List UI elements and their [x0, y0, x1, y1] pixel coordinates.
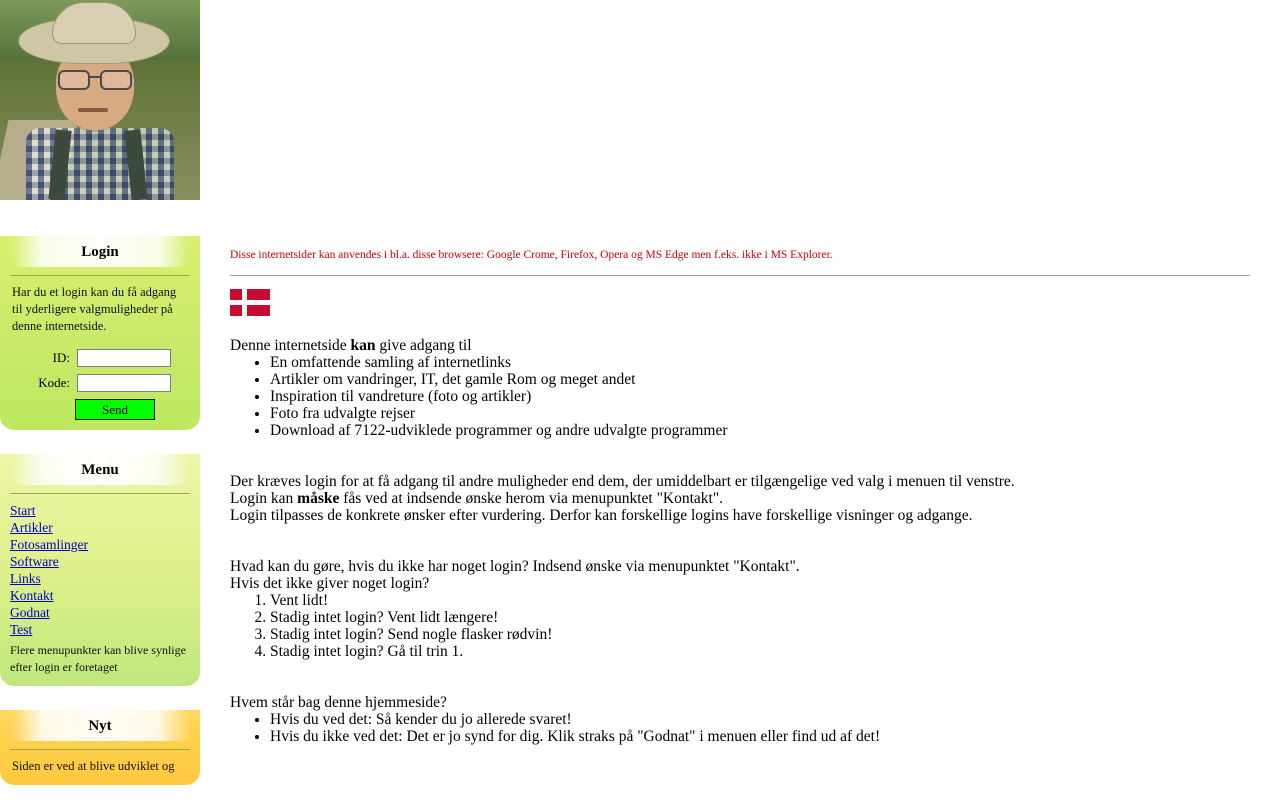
photo-glasses: [58, 70, 132, 86]
intro-bold: kan: [350, 337, 376, 354]
features-list: [230, 354, 1250, 439]
login-id-input[interactable]: [77, 349, 171, 367]
login-info-line-2-bold: måske: [297, 490, 340, 507]
who-answers-list: [230, 711, 1250, 745]
flag-cross-horizontal: [230, 300, 270, 305]
menu-panel: [0, 454, 200, 686]
list-item: • Hvis du ikke ved det: Det er jo synd for dig. Klik straks på "Godnat" i menuen eller find ud af det!: [270, 728, 1250, 745]
login-code-input[interactable]: [77, 374, 171, 392]
list-item: • En omfattende samling af internetlinks: [270, 354, 1250, 371]
photo-lens-left: [58, 70, 90, 90]
sidebar-item-test[interactable]: Test: [10, 622, 33, 637]
login-code-label: Kode:: [38, 375, 70, 390]
login-info-line-3: Login tilpasses de konkrete ønsker efter vurdering. Derfor kan forskellige logins have forskellige visninger og adgange.: [230, 507, 973, 524]
news-panel-title: Nyt: [10, 710, 190, 741]
login-panel-divider: [10, 275, 190, 276]
login-info-block: [230, 473, 1250, 524]
sidebar-item-kontakt[interactable]: Kontakt: [10, 588, 54, 603]
menu-panel-title: Menu: [10, 454, 190, 485]
list-item: • Download af 7122-udviklede programmer og andre udvalgte programmer: [270, 422, 1250, 439]
menu-list: [0, 502, 200, 638]
list-item: • Artikler om vandringer, IT, det gamle Rom og meget andet: [270, 371, 1250, 388]
photo-shirt: [26, 128, 174, 200]
browser-compatibility-note: Disse internetsider kan anvendes i bl.a. disse browsere: Google Crome, Firefox, Opera og MS Edge men f.eks. ikke i MS Explorer.: [230, 249, 833, 261]
danish-flag-icon[interactable]: [230, 289, 270, 316]
menu-panel-note: Flere menupunkter kan blive synlige efter login er foretaget: [10, 643, 186, 674]
login-panel: [0, 236, 200, 430]
menu-panel-divider: [10, 493, 190, 494]
list-item: • Hvis du ved det: Så kender du jo allerede svaret!: [270, 711, 1250, 728]
login-info-line-1: Der kræves login for at få adgang til andre muligheder end dem, der umiddelbart er tilgængelige ved valg i menuen til venstre.: [230, 473, 1015, 490]
login-send-button[interactable]: Send: [75, 399, 155, 420]
sidebar-item-godnat[interactable]: Godnat: [10, 605, 50, 620]
who-block: [230, 694, 1250, 745]
help-steps-list: [230, 592, 1250, 660]
sidebar-item-artikler[interactable]: Artikler: [10, 520, 53, 535]
login-form: [0, 349, 200, 420]
news-panel: [0, 710, 200, 785]
content-divider: [230, 275, 1250, 276]
login-send-row: [10, 399, 190, 420]
news-panel-text: Siden er ved at blive udviklet og: [12, 759, 175, 773]
photo-hat-crown: [52, 2, 136, 44]
login-info-line-2: [230, 490, 1250, 507]
login-panel-title: Login: [10, 236, 190, 267]
login-id-row: [10, 349, 190, 367]
list-item: 4. Stadig intet login? Gå til trin 1.: [270, 643, 1250, 660]
help-line-2: Hvis det ikke giver noget login?: [230, 575, 430, 592]
sidebar-item-links[interactable]: Links: [10, 571, 41, 586]
sidebar-item-start[interactable]: Start: [10, 503, 36, 518]
login-info-line-2-before: Login kan: [230, 490, 298, 507]
news-panel-divider: [10, 749, 190, 750]
sidebar-item-software[interactable]: Software: [10, 554, 59, 569]
help-block: [230, 558, 1250, 660]
who-question: Hvem står bag denne hjemmeside?: [230, 694, 447, 711]
sidebar-item-fotosamlinger[interactable]: Fotosamlinger: [10, 537, 88, 552]
photo-mouth: [78, 108, 108, 112]
main-content: [230, 0, 1250, 745]
list-item: 3. Stadig intet login? Send nogle flasker rødvin!: [270, 626, 1250, 643]
list-item: • Foto fra udvalgte rejser: [270, 405, 1250, 422]
login-code-row: [10, 374, 190, 392]
help-line-1: Hvad kan du gøre, hvis du ikke har noget login? Indsend ønske via menupunktet "Kontakt".: [230, 558, 800, 575]
login-id-label: ID:: [52, 350, 70, 365]
intro-before: Denne internetside: [230, 337, 351, 354]
login-info-line-2-after: fås ved at indsende ønske herom via menupunktet "Kontakt".: [339, 490, 724, 507]
intro-after: give adgang til: [375, 337, 472, 354]
list-item: 2. Stadig intet login? Vent lidt længere!: [270, 609, 1250, 626]
photo-lens-right: [100, 70, 132, 90]
sidebar: [0, 0, 200, 809]
login-panel-description: Har du et login kan du få adgang til yderligere valgmuligheder på denne internetside.: [12, 285, 177, 333]
list-item: • Inspiration til vandreture (foto og artikler): [270, 388, 1250, 405]
intro-line: [230, 337, 1250, 354]
portrait-photo: [0, 0, 200, 200]
list-item: 1. Vent lidt!: [270, 592, 1250, 609]
